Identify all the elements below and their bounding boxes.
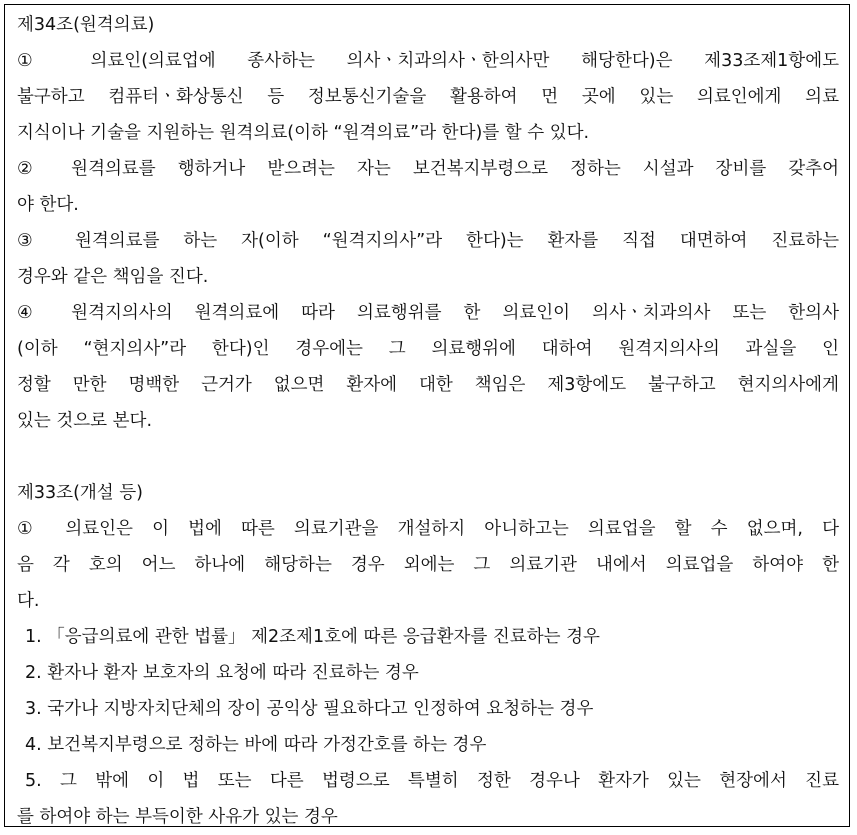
article-34-line: 있는 것으로 본다. bbox=[17, 411, 153, 431]
article-33-item: 2. 환자나 환자 보호자의 요청에 따라 진료하는 경우 bbox=[25, 663, 419, 683]
article-34-line: ① 의료인(의료업에 종사하는 의사ㆍ치과의사ㆍ한의사만 해당한다)은 제33조제1항에도 bbox=[17, 51, 839, 71]
article-33-item: 5. 그 밖에 이 법 또는 다른 법령으로 특별히 정한 경우나 환자가 있는 현장에서 진료 bbox=[25, 771, 839, 791]
article-33-item: 3. 국가나 지방자치단체의 장이 공익상 필요하다고 인정하여 요청하는 경우 bbox=[25, 699, 594, 719]
article-34-line: (이하 “현지의사”라 한다)인 경우에는 그 의료행위에 대하여 원격지의사의 과실을 인 bbox=[17, 339, 839, 359]
article-34-line: 경우와 같은 책임을 진다. bbox=[17, 267, 209, 287]
article-33-heading: 제33조(개설 등) bbox=[17, 483, 144, 503]
article-33-line: 다. bbox=[17, 591, 40, 611]
article-34-heading: 제34조(원격의료) bbox=[17, 15, 155, 35]
article-34-line: ④ 원격지의사의 원격의료에 따라 의료행위를 한 의료인이 의사ㆍ치과의사 또는 한의사 bbox=[17, 303, 839, 323]
article-34-line: 야 한다. bbox=[17, 195, 79, 215]
article-33-item: 4. 보건복지부령으로 정하는 바에 따라 가정간호를 하는 경우 bbox=[25, 735, 487, 755]
article-34-line: 정할 만한 명백한 근거가 없으면 환자에 대한 책임은 제3항에도 불구하고 현지의사에게 bbox=[17, 375, 839, 395]
law-text-box bbox=[4, 4, 850, 827]
article-33-item: 1. 「응급의료에 관한 법률」 제2조제1호에 따른 응급환자를 진료하는 경우 bbox=[25, 627, 600, 647]
article-34-line: ③ 원격의료를 하는 자(이하 “원격지의사”라 한다)는 환자를 직접 대면하여 진료하는 bbox=[17, 231, 839, 251]
article-33-line: ① 의료인은 이 법에 따른 의료기관을 개설하지 아니하고는 의료업을 할 수 없으며, 다 bbox=[17, 519, 839, 539]
section-spacer bbox=[17, 439, 839, 475]
article-34-line: ② 원격의료를 행하거나 받으려는 자는 보건복지부령으로 정하는 시설과 장비를 갖추어 bbox=[17, 159, 839, 179]
article-33-item-continuation: 를 하여야 하는 부득이한 사유가 있는 경우 bbox=[17, 807, 338, 827]
article-34-line: 지식이나 기술을 지원하는 원격의료(이하 “원격의료”라 한다)를 할 수 있다. bbox=[17, 123, 590, 143]
article-33-line: 음 각 호의 어느 하나에 해당하는 경우 외에는 그 의료기관 내에서 의료업을 하여야 한 bbox=[17, 555, 839, 575]
article-34-line: 불구하고 컴퓨터ㆍ화상통신 등 정보통신기술을 활용하여 먼 곳에 있는 의료인에게 의료 bbox=[17, 87, 839, 107]
